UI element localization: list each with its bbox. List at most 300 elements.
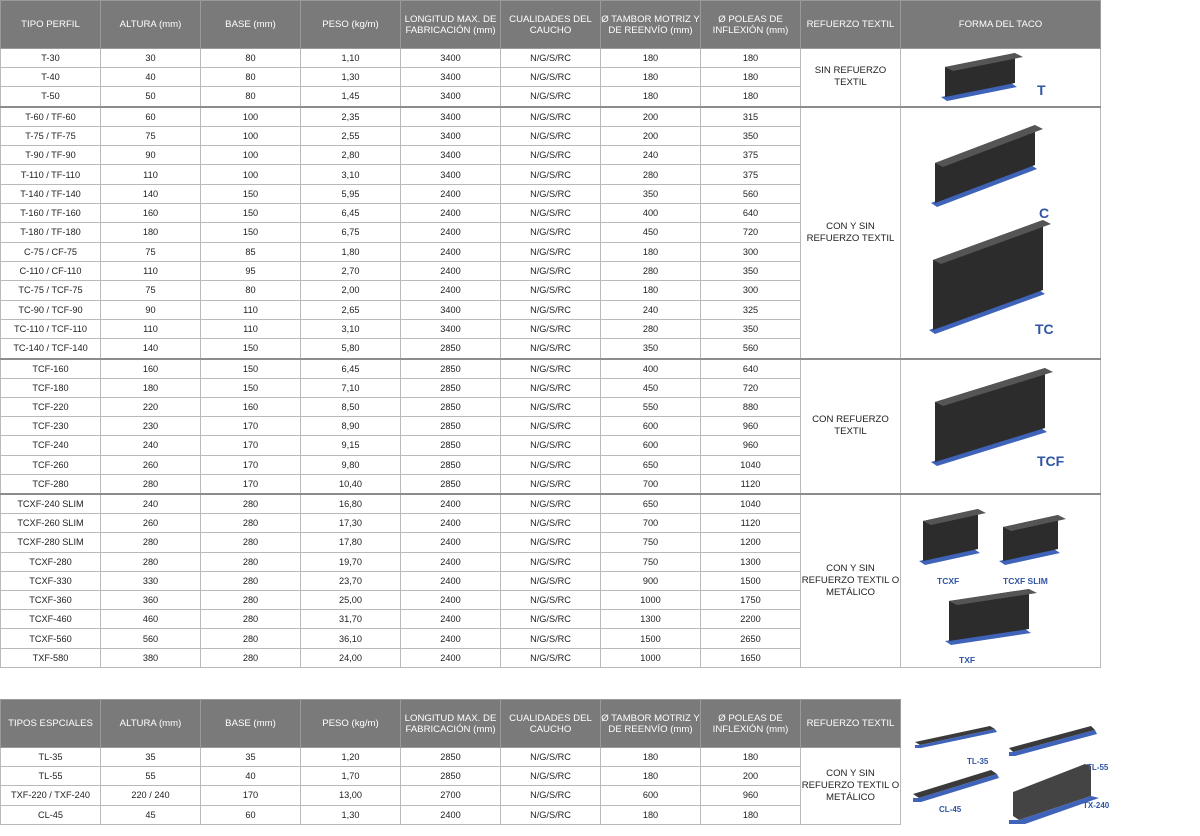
- table-cell: TCXF-280: [1, 552, 101, 571]
- table-cell: 880: [701, 397, 801, 416]
- shape-label: TX-240: [1083, 801, 1110, 810]
- table-cell: 450: [601, 378, 701, 397]
- table-cell: 2850: [401, 378, 501, 397]
- shape-image: [901, 495, 1099, 667]
- table-cell: 17,30: [301, 514, 401, 533]
- table-cell: N/G/S/RC: [501, 261, 601, 280]
- column-header: TIPO PERFIL: [1, 1, 101, 49]
- table-cell: N/G/S/RC: [501, 533, 601, 552]
- table-cell: 150: [201, 184, 301, 203]
- table-cell: TCF-240: [1, 436, 101, 455]
- table-cell: 1,20: [301, 748, 401, 767]
- shape-cell: [901, 359, 1101, 494]
- table-cell: 45: [101, 805, 201, 824]
- table-cell: 3400: [401, 126, 501, 145]
- table-cell: 325: [701, 300, 801, 319]
- table-cell: 300: [701, 242, 801, 261]
- table-cell: 1650: [701, 648, 801, 667]
- table-cell: 280: [101, 552, 201, 571]
- table-cell: 350: [701, 126, 801, 145]
- table-cell: 110: [101, 165, 201, 184]
- shape-label: TL-35: [967, 757, 989, 766]
- table-cell: TCXF-330: [1, 571, 101, 590]
- txf-profile-icon: [945, 589, 1037, 645]
- table-cell: 3,10: [301, 165, 401, 184]
- table-cell: 150: [201, 204, 301, 223]
- table-cell: 240: [601, 146, 701, 165]
- table-cell: N/G/S/RC: [501, 648, 601, 667]
- table-cell: 560: [101, 629, 201, 648]
- table-row: [1, 494, 1101, 514]
- table-cell: 75: [101, 126, 201, 145]
- shape-image: [901, 108, 1099, 358]
- table-cell: TCXF-460: [1, 610, 101, 629]
- c-profile-icon: [931, 125, 1043, 207]
- table-cell: 80: [201, 281, 301, 300]
- table-cell: 2700: [401, 786, 501, 805]
- table-cell: 3400: [401, 319, 501, 338]
- column-header: REFUERZO TEXTIL: [801, 1, 901, 49]
- table-cell: 960: [701, 436, 801, 455]
- table-cell: T-110 / TF-110: [1, 165, 101, 184]
- shape-label: TC: [1035, 320, 1054, 337]
- table-cell: TC-110 / TCF-110: [1, 319, 101, 338]
- table-cell: N/G/S/RC: [501, 339, 601, 359]
- column-header: REFUERZO TEXTIL: [801, 700, 901, 748]
- table-cell: 180: [701, 805, 801, 824]
- table-cell: 9,80: [301, 455, 401, 474]
- table-cell: 750: [601, 533, 701, 552]
- table-cell: 240: [101, 494, 201, 514]
- table-cell: 280: [201, 648, 301, 667]
- table-cell: TCF-220: [1, 397, 101, 416]
- table-cell: 650: [601, 494, 701, 514]
- table-cell: T-140 / TF-140: [1, 184, 101, 203]
- table-cell: 3,10: [301, 319, 401, 338]
- table-cell: 240: [101, 436, 201, 455]
- table-cell: 1120: [701, 474, 801, 494]
- table-cell: 2850: [401, 339, 501, 359]
- table-cell: 170: [201, 455, 301, 474]
- table-cell: N/G/S/RC: [501, 494, 601, 514]
- table-cell: 180: [601, 87, 701, 107]
- table-cell: TCXF-360: [1, 590, 101, 609]
- shape-label: TCXF SLIM: [1003, 575, 1048, 586]
- table-cell: 2400: [401, 242, 501, 261]
- table-cell: 3400: [401, 165, 501, 184]
- table-cell: 2400: [401, 494, 501, 514]
- table-cell: 24,00: [301, 648, 401, 667]
- table-cell: N/G/S/RC: [501, 748, 601, 767]
- table-cell: 2,80: [301, 146, 401, 165]
- table-cell: 180: [701, 748, 801, 767]
- table-cell: 6,75: [301, 223, 401, 242]
- table-cell: 280: [601, 319, 701, 338]
- shape-image: [901, 360, 1099, 493]
- table-cell: 280: [201, 494, 301, 514]
- table-cell: 35: [101, 748, 201, 767]
- table-cell: 450: [601, 223, 701, 242]
- table-cell: TXF-220 / TXF-240: [1, 786, 101, 805]
- shape-label: C: [1039, 204, 1050, 221]
- table-cell: 150: [201, 378, 301, 397]
- table-cell: 180: [601, 68, 701, 87]
- table-cell: 8,50: [301, 397, 401, 416]
- table-cell: N/G/S/RC: [501, 281, 601, 300]
- table-cell: TCF-280: [1, 474, 101, 494]
- table-cell: TCXF-560: [1, 629, 101, 648]
- column-header: Ø TAMBOR MOTRIZ Y DE REENVÍO (mm): [601, 700, 701, 748]
- table-cell: N/G/S/RC: [501, 571, 601, 590]
- table-cell: 150: [201, 223, 301, 242]
- table-cell: N/G/S/RC: [501, 590, 601, 609]
- table-cell: 180: [601, 242, 701, 261]
- refuerzo-cell: CON REFUERZO TEXTIL: [801, 359, 901, 494]
- table-cell: T-30: [1, 49, 101, 68]
- table-cell: 17,80: [301, 533, 401, 552]
- table-cell: TC-75 / TCF-75: [1, 281, 101, 300]
- shape-label: TCF: [1037, 452, 1065, 469]
- table-cell: 90: [101, 300, 201, 319]
- table-cell: 200: [701, 767, 801, 786]
- t-profile-icon: [941, 53, 1023, 101]
- table-cell: 650: [601, 455, 701, 474]
- table-cell: N/G/S/RC: [501, 378, 601, 397]
- table-cell: 75: [101, 281, 201, 300]
- table-cell: TC-90 / TCF-90: [1, 300, 101, 319]
- column-header: LONGITUD MAX. DE FABRICACIÓN (mm): [401, 700, 501, 748]
- shape-label: CL-45: [939, 805, 962, 814]
- table-cell: 9,15: [301, 436, 401, 455]
- table-cell: 600: [601, 417, 701, 436]
- table-row: [1, 767, 901, 786]
- table-cell: 1040: [701, 494, 801, 514]
- table-cell: 180: [601, 805, 701, 824]
- table-cell: N/G/S/RC: [501, 126, 601, 145]
- table-cell: 2400: [401, 805, 501, 824]
- table-cell: 95: [201, 261, 301, 280]
- table-cell: 1,30: [301, 68, 401, 87]
- table-cell: N/G/S/RC: [501, 49, 601, 68]
- column-header: BASE (mm): [201, 1, 301, 49]
- table-cell: N/G/S/RC: [501, 146, 601, 165]
- refuerzo-cell: CON Y SIN REFUERZO TEXTIL: [801, 107, 901, 359]
- table-cell: 10,40: [301, 474, 401, 494]
- table-cell: 180: [101, 223, 201, 242]
- table-cell: 3400: [401, 107, 501, 127]
- table-cell: 110: [201, 319, 301, 338]
- table-row: [1, 107, 1101, 127]
- table-cell: 300: [701, 281, 801, 300]
- shape-label: T: [1037, 82, 1046, 99]
- table-cell: 30: [101, 49, 201, 68]
- table-cell: 1,70: [301, 767, 401, 786]
- table-cell: 3400: [401, 49, 501, 68]
- special-profiles-image: [905, 712, 1195, 832]
- column-header: Ø POLEAS DE INFLEXIÓN (mm): [701, 1, 801, 49]
- cl-45-profile-icon: [913, 770, 999, 802]
- table-cell: 2850: [401, 397, 501, 416]
- table-row: [1, 49, 1101, 68]
- table-cell: N/G/S/RC: [501, 359, 601, 379]
- table-cell: 35: [201, 748, 301, 767]
- table-cell: 140: [101, 339, 201, 359]
- table-cell: 160: [101, 204, 201, 223]
- table-cell: 280: [201, 629, 301, 648]
- tl-35-profile-icon: [915, 726, 997, 748]
- table-cell: 36,10: [301, 629, 401, 648]
- table-cell: 2400: [401, 514, 501, 533]
- table-cell: 5,95: [301, 184, 401, 203]
- table-cell: N/G/S/RC: [501, 474, 601, 494]
- table-cell: 280: [201, 514, 301, 533]
- refuerzo-cell: SIN REFUERZO TEXTIL: [801, 49, 901, 107]
- table-cell: N/G/S/RC: [501, 610, 601, 629]
- table-cell: 170: [201, 786, 301, 805]
- table-cell: 960: [701, 786, 801, 805]
- table-cell: 6,45: [301, 359, 401, 379]
- table-row: [1, 748, 901, 767]
- table-cell: 2400: [401, 261, 501, 280]
- table-cell: 240: [601, 300, 701, 319]
- table-cell: 110: [101, 319, 201, 338]
- tc-profile-icon: [929, 220, 1051, 334]
- table-cell: 170: [201, 436, 301, 455]
- table-cell: 150: [201, 339, 301, 359]
- table-cell: 2400: [401, 610, 501, 629]
- table-cell: 90: [101, 146, 201, 165]
- table-cell: TCXF-260 SLIM: [1, 514, 101, 533]
- table-cell: T-75 / TF-75: [1, 126, 101, 145]
- table-cell: T-160 / TF-160: [1, 204, 101, 223]
- table-cell: 560: [701, 184, 801, 203]
- table-cell: 16,80: [301, 494, 401, 514]
- column-header: BASE (mm): [201, 700, 301, 748]
- table-cell: 13,00: [301, 786, 401, 805]
- table-cell: N/G/S/RC: [501, 242, 601, 261]
- table-cell: 180: [601, 49, 701, 68]
- table-cell: 280: [101, 474, 201, 494]
- table-cell: 350: [601, 184, 701, 203]
- table-cell: 180: [601, 767, 701, 786]
- table-cell: 375: [701, 146, 801, 165]
- table-cell: 1000: [601, 648, 701, 667]
- table-cell: 85: [201, 242, 301, 261]
- table-cell: 180: [701, 87, 801, 107]
- table-cell: 2,70: [301, 261, 401, 280]
- shape-image: [901, 49, 1099, 105]
- table-cell: 6,45: [301, 204, 401, 223]
- table-cell: 7,10: [301, 378, 401, 397]
- table-cell: 360: [101, 590, 201, 609]
- table-cell: N/G/S/RC: [501, 300, 601, 319]
- table-cell: 5,80: [301, 339, 401, 359]
- tcxf-profile-icon: [919, 509, 986, 565]
- table-cell: 23,70: [301, 571, 401, 590]
- table-cell: 75: [101, 242, 201, 261]
- table-cell: 2400: [401, 281, 501, 300]
- table-cell: 40: [201, 767, 301, 786]
- table-cell: 110: [101, 261, 201, 280]
- table-cell: 1500: [601, 629, 701, 648]
- table-cell: 600: [601, 436, 701, 455]
- table-cell: 2850: [401, 436, 501, 455]
- table-cell: N/G/S/RC: [501, 455, 601, 474]
- table-cell: 720: [701, 223, 801, 242]
- tcf-profile-icon: [931, 368, 1053, 466]
- table-cell: TCXF-280 SLIM: [1, 533, 101, 552]
- tx-240-profile-icon: [1009, 764, 1099, 824]
- table-cell: 2400: [401, 648, 501, 667]
- table-cell: 180: [101, 378, 201, 397]
- table-cell: 2,00: [301, 281, 401, 300]
- table-row: [1, 805, 901, 824]
- table-cell: C-75 / CF-75: [1, 242, 101, 261]
- table-cell: N/G/S/RC: [501, 397, 601, 416]
- table-cell: 2850: [401, 417, 501, 436]
- column-header: CUALIDADES DEL CAUCHO: [501, 1, 601, 49]
- table-cell: T-90 / TF-90: [1, 146, 101, 165]
- table-cell: TCF-230: [1, 417, 101, 436]
- table-cell: 170: [201, 474, 301, 494]
- table-cell: 2,65: [301, 300, 401, 319]
- table-cell: 640: [701, 359, 801, 379]
- table-cell: TL-35: [1, 748, 101, 767]
- table-cell: 2850: [401, 748, 501, 767]
- table-cell: 280: [201, 533, 301, 552]
- table-cell: 150: [201, 359, 301, 379]
- table-cell: 280: [201, 571, 301, 590]
- table-cell: 280: [201, 610, 301, 629]
- table-cell: 19,70: [301, 552, 401, 571]
- column-header: TIPOS ESPCIALES: [1, 700, 101, 748]
- table-cell: 260: [101, 514, 201, 533]
- table-cell: N/G/S/RC: [501, 629, 601, 648]
- table-cell: 40: [101, 68, 201, 87]
- table-cell: 900: [601, 571, 701, 590]
- table-cell: 2400: [401, 590, 501, 609]
- tcxf-slim-profile-icon: [999, 515, 1066, 565]
- table-cell: N/G/S/RC: [501, 319, 601, 338]
- column-header: Ø TAMBOR MOTRIZ Y DE REENVÍO (mm): [601, 1, 701, 49]
- table-cell: N/G/S/RC: [501, 417, 601, 436]
- table-cell: 750: [601, 552, 701, 571]
- column-header: CUALIDADES DEL CAUCHO: [501, 700, 601, 748]
- table-cell: N/G/S/RC: [501, 805, 601, 824]
- table-cell: 50: [101, 87, 201, 107]
- table-cell: 315: [701, 107, 801, 127]
- shape-cell: [901, 107, 1101, 359]
- table-cell: 400: [601, 359, 701, 379]
- column-header: Ø POLEAS DE INFLEXIÓN (mm): [701, 700, 801, 748]
- table-cell: 600: [601, 786, 701, 805]
- table-cell: N/G/S/RC: [501, 767, 601, 786]
- table-cell: 700: [601, 474, 701, 494]
- shape-label: TCXF: [937, 575, 960, 586]
- table-cell: 350: [601, 339, 701, 359]
- tl-55-profile-icon: [1009, 726, 1097, 756]
- column-header: ALTURA (mm): [101, 700, 201, 748]
- table-cell: 220: [101, 397, 201, 416]
- table-cell: TCF-160: [1, 359, 101, 379]
- table-cell: 350: [701, 319, 801, 338]
- table-cell: 2400: [401, 552, 501, 571]
- table-cell: T-50: [1, 87, 101, 107]
- table-cell: 3400: [401, 146, 501, 165]
- table-cell: 100: [201, 126, 301, 145]
- table-cell: 100: [201, 165, 301, 184]
- table-cell: N/G/S/RC: [501, 436, 601, 455]
- table-cell: 2400: [401, 533, 501, 552]
- table-cell: T-40: [1, 68, 101, 87]
- special-table: [0, 699, 901, 825]
- table-cell: 1300: [701, 552, 801, 571]
- table-cell: 160: [101, 359, 201, 379]
- table-cell: 80: [201, 87, 301, 107]
- refuerzo-cell: CON Y SIN REFUERZO TEXTIL O METÁLICO: [801, 494, 901, 668]
- table-cell: 280: [601, 165, 701, 184]
- table-cell: N/G/S/RC: [501, 223, 601, 242]
- table-cell: 31,70: [301, 610, 401, 629]
- table-cell: TCXF-240 SLIM: [1, 494, 101, 514]
- table-cell: 960: [701, 417, 801, 436]
- table-cell: 2850: [401, 767, 501, 786]
- table-cell: 375: [701, 165, 801, 184]
- table-cell: 1,80: [301, 242, 401, 261]
- table-cell: 2,35: [301, 107, 401, 127]
- shape-label: TL-55: [1087, 763, 1109, 772]
- table-cell: 1500: [701, 571, 801, 590]
- table-cell: 80: [201, 68, 301, 87]
- table-cell: 1200: [701, 533, 801, 552]
- table-cell: 2650: [701, 629, 801, 648]
- column-header: PESO (kg/m): [301, 700, 401, 748]
- table-cell: 110: [201, 300, 301, 319]
- table-cell: 350: [701, 261, 801, 280]
- table-cell: 3400: [401, 68, 501, 87]
- shape-cell: [901, 494, 1101, 668]
- table-cell: 2850: [401, 455, 501, 474]
- column-header: ALTURA (mm): [101, 1, 201, 49]
- table-cell: 25,00: [301, 590, 401, 609]
- table-cell: N/G/S/RC: [501, 68, 601, 87]
- table-cell: 400: [601, 204, 701, 223]
- table-cell: N/G/S/RC: [501, 184, 601, 203]
- table-cell: 200: [601, 107, 701, 127]
- table-cell: 1750: [701, 590, 801, 609]
- table-cell: 8,90: [301, 417, 401, 436]
- table-cell: 170: [201, 417, 301, 436]
- table-cell: 640: [701, 204, 801, 223]
- table-cell: 2200: [701, 610, 801, 629]
- table-cell: N/G/S/RC: [501, 87, 601, 107]
- table-cell: 700: [601, 514, 701, 533]
- table-cell: 1040: [701, 455, 801, 474]
- table-cell: 3400: [401, 300, 501, 319]
- table-cell: 2400: [401, 204, 501, 223]
- table-cell: 280: [201, 590, 301, 609]
- table-cell: TC-140 / TCF-140: [1, 339, 101, 359]
- table-cell: C-110 / CF-110: [1, 261, 101, 280]
- shape-cell: [901, 49, 1101, 107]
- table-cell: TXF-580: [1, 648, 101, 667]
- table-cell: 60: [101, 107, 201, 127]
- table-cell: N/G/S/RC: [501, 165, 601, 184]
- table-cell: 2850: [401, 474, 501, 494]
- column-header: PESO (kg/m): [301, 1, 401, 49]
- table-cell: T-60 / TF-60: [1, 107, 101, 127]
- table-cell: 180: [601, 748, 701, 767]
